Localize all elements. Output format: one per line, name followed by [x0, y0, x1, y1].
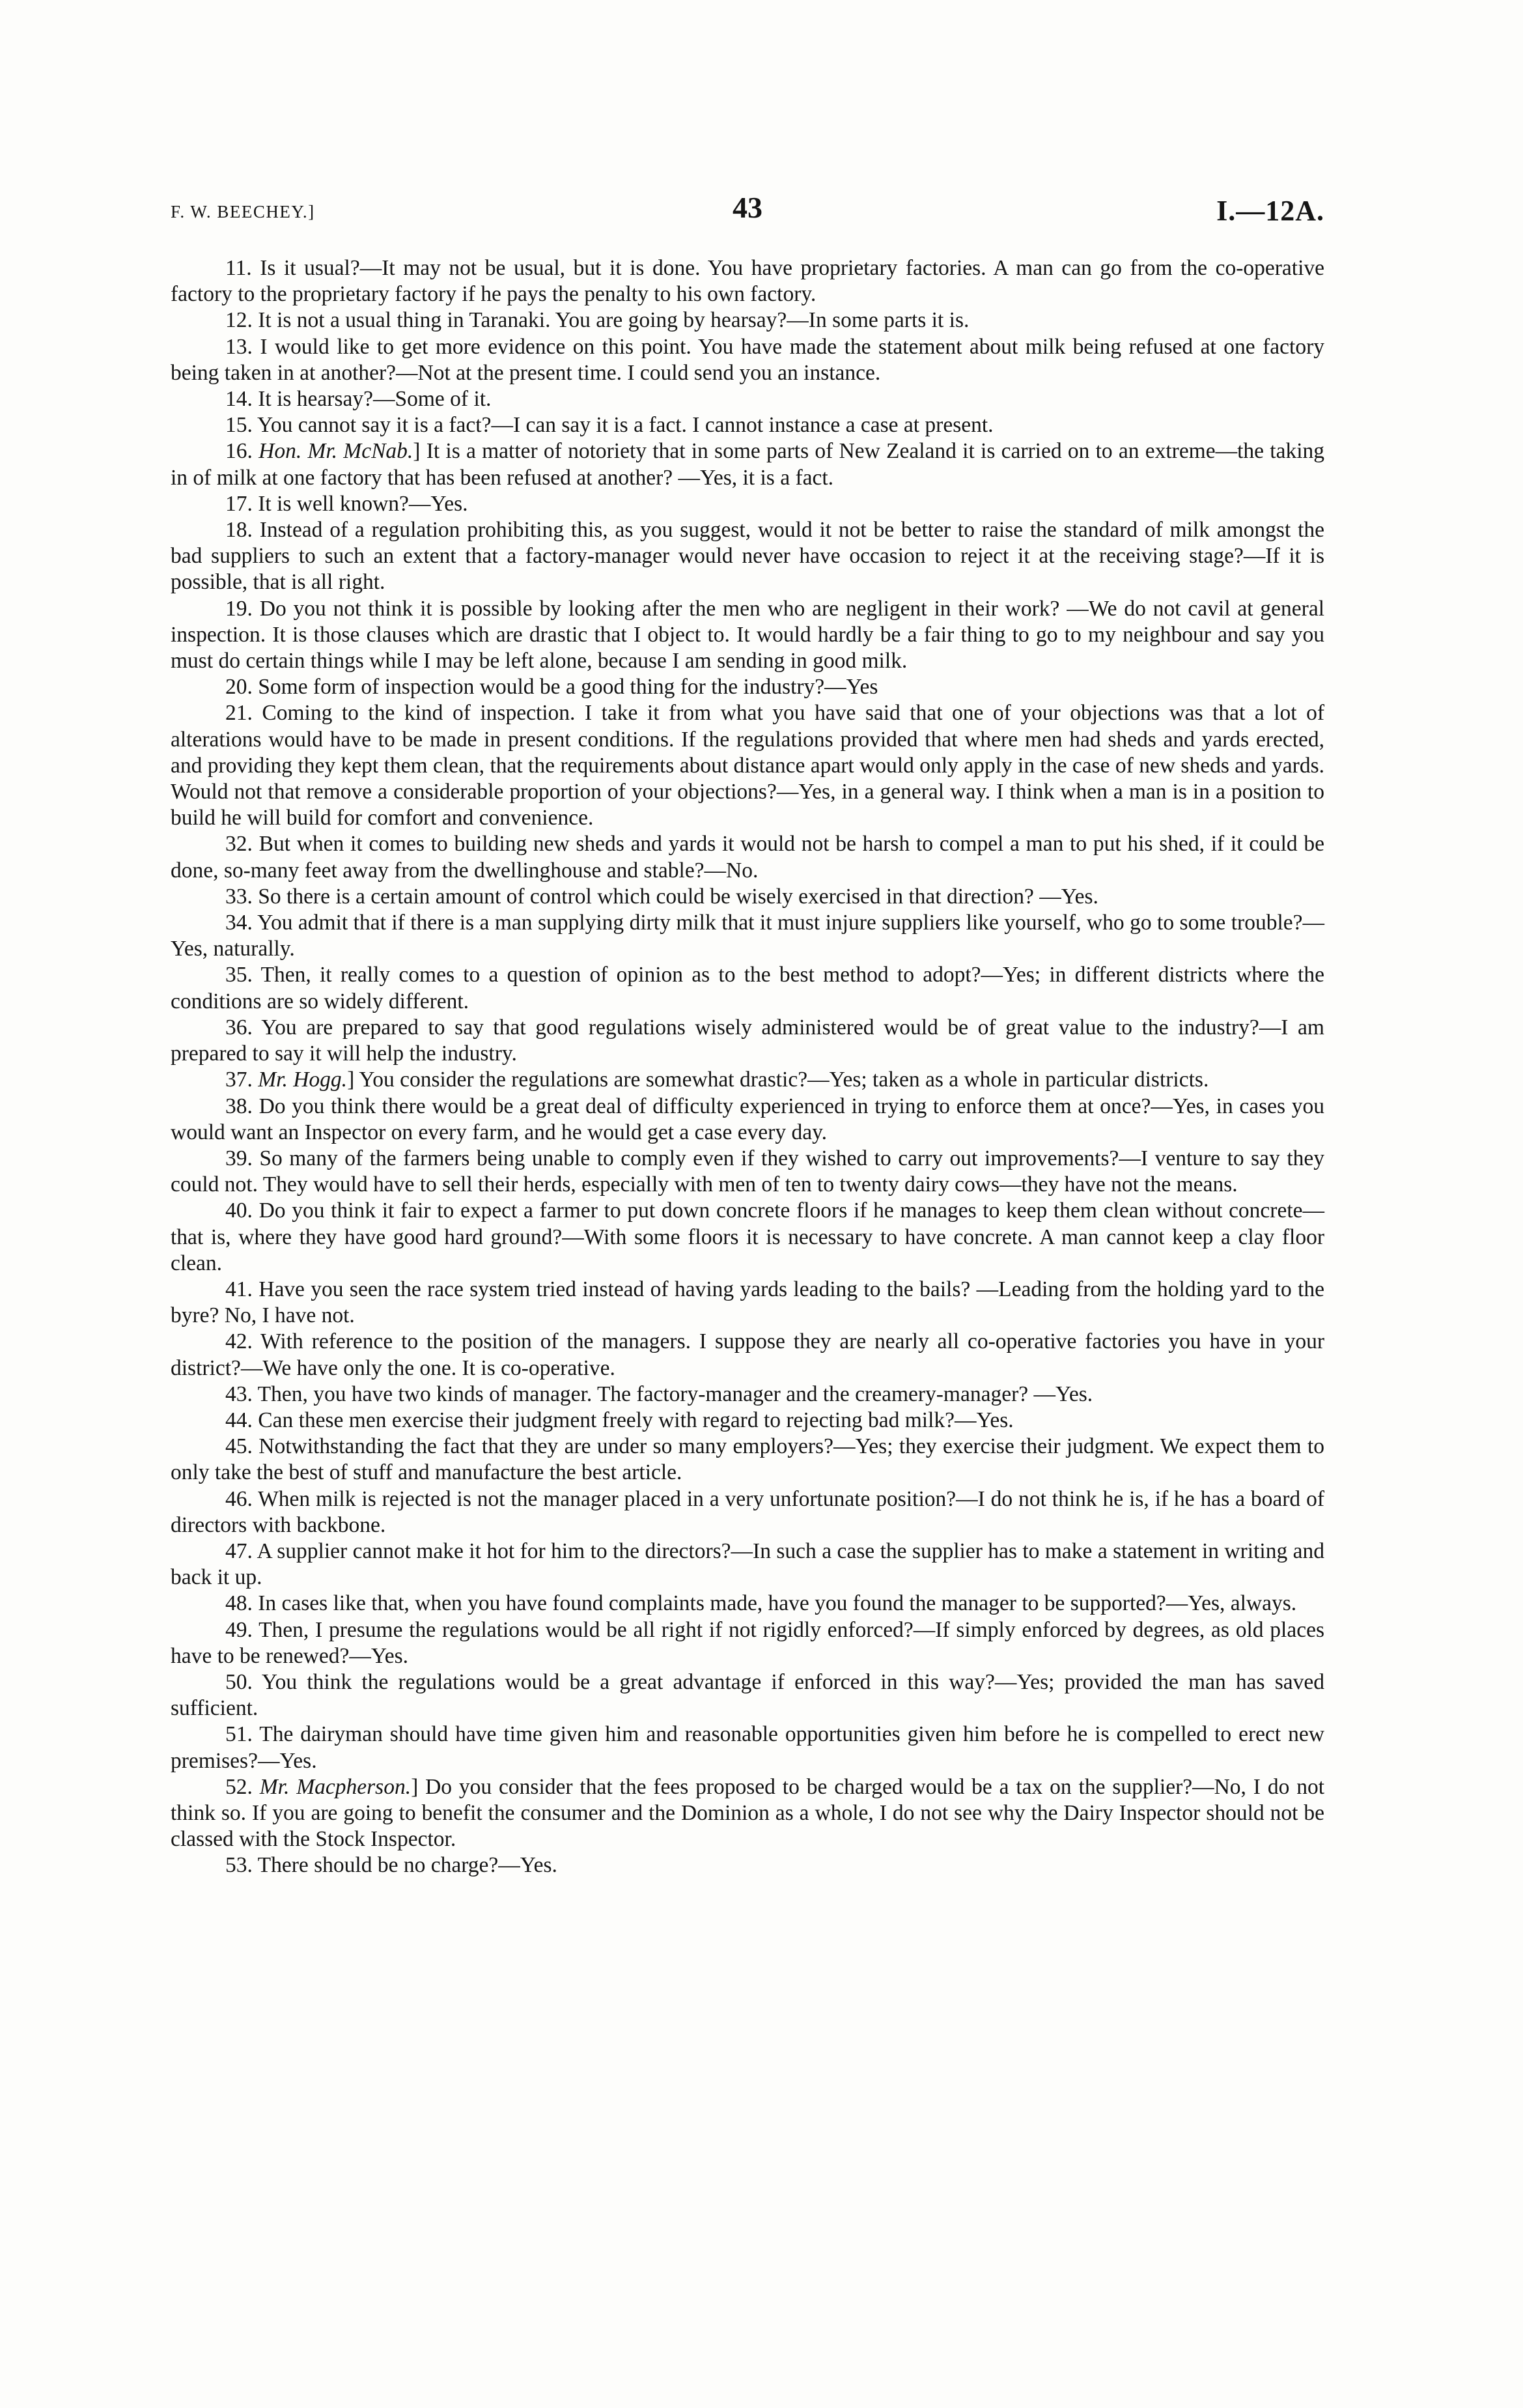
question-answer-text: But when it comes to building new sheds and yards it would not be harsh to compel a man to put his shed, if it could be done, so-many feet away from the dwellinghouse and stable?—No.: [171, 832, 1325, 883]
question-answer-text: Do you not think it is possible by looking after the men who are negligent in their work? —We do not cavil at general inspection. It is those clauses which are drastic that I object to. It would hardly be a fair thing to go to my neighbour and say you must do certain things while I may be left alone, because I am sending in good milk.: [171, 596, 1325, 673]
question-number: 32.: [225, 832, 253, 857]
question-answer-text: So there is a certain amount of control which could be wisely exercised in that direction? —Yes.: [258, 884, 1098, 909]
evidence-paragraph: [171, 1329, 1324, 1381]
evidence-paragraph: [171, 596, 1324, 675]
question-answer-text: There should be no charge?—Yes.: [257, 1853, 557, 1878]
question-number: 14.: [225, 387, 253, 412]
page-number: 43: [733, 191, 762, 224]
question-number: 15.: [225, 413, 253, 438]
question-answer-text: When milk is rejected is not the manager placed in a very unfortunate position?—I do not think he is, if he has a board of directors with backbone.: [171, 1486, 1324, 1537]
question-number: 11.: [225, 256, 252, 280]
evidence-paragraph: [171, 491, 1324, 517]
question-answer-text: In cases like that, when you have found complaints made, have you found the manager to be supported?—Yes, always.: [258, 1591, 1297, 1616]
question-answer-text: Do you consider that the fees proposed to be charged would be a tax on the supplier?—No, I do not think so. If you are going to benefit the consumer and the Dominion as a whole, I do not see why the Dairy Inspector should not be classed with the Stock Inspector.: [171, 1774, 1324, 1852]
question-answer-text: Notwithstanding the fact that they are under so many employers?—Yes; they exercise their judgment. We expect them to only take the best of stuff and manufacture the best article.: [171, 1434, 1325, 1485]
question-number: 33.: [225, 884, 253, 909]
evidence-paragraph: [171, 1381, 1324, 1408]
question-answer-text: Is it usual?—It may not be usual, but it is done. You have proprietary factories. A man can go from the co-operative factory to the proprietary factory if he pays the penalty to his own factory.: [171, 256, 1325, 307]
page-header: [171, 190, 1324, 232]
evidence-paragraph: [171, 1277, 1324, 1329]
question-number: 17.: [225, 491, 253, 516]
question-number: 42.: [225, 1329, 253, 1354]
question-number: 38.: [225, 1094, 253, 1118]
evidence-paragraph: [171, 1146, 1324, 1198]
question-answer-text: I would like to get more evidence on this point. You have made the statement about milk being refused at one factory being taken in at another?—Not at the present time. I could send you an instance.: [171, 334, 1324, 385]
question-answer-text: You think the regulations would be a great advantage if enforced in this way?—Yes; provided the man has saved sufficient.: [171, 1669, 1324, 1721]
evidence-paragraph: [171, 884, 1324, 910]
question-number: 19.: [225, 596, 253, 621]
evidence-paragraph: [171, 1434, 1324, 1486]
question-answer-text: The dairyman should have time given him and reasonable opportunities given him before he is compelled to erect new premises?—Yes.: [171, 1722, 1324, 1773]
question-number: 49.: [225, 1617, 253, 1642]
question-answer-text: Do you think it fair to expect a farmer to put down concrete floors if he manages to keep them clean without concrete—that is, where they have good hard ground?—With some floors it is necessary to have concrete. A man cannot keep a clay floor clean.: [171, 1198, 1325, 1275]
question-number: 50.: [225, 1669, 253, 1694]
question-answer-text: Some form of inspection would be a good thing for the industry?—Yes: [258, 675, 878, 700]
evidence-paragraph: [171, 1721, 1324, 1774]
question-number: 21.: [225, 701, 253, 726]
document-reference: I.—12A.: [1216, 195, 1324, 227]
evidence-paragraph: [171, 1852, 1324, 1878]
question-number: 46.: [225, 1486, 253, 1511]
evidence-paragraph: [171, 1094, 1324, 1146]
evidence-paragraph: [171, 674, 1324, 700]
question-answer-text: Instead of a regulation prohibiting this, as you suggest, would it not be better to raise the standard of milk amongst the bad suppliers to such an extent that a factory-manager would never have occasion to reject it at the receiving stage?—If it is possible, that is all right.: [171, 518, 1325, 595]
question-answer-text: Coming to the kind of inspection. I take it from what you have said that one of your objections was that a lot of alterations would have to be made in present conditions. If the regulations provided that where men had sheds and yards erected, and providing they kept them clean, that the requirements about distance apart would only apply in the case of new sheds and yards. Would not that remove a considerable proportion of your objections?—Yes, in a general way. I think when a man is in a position to build he will build for comfort and convenience.: [171, 701, 1324, 830]
evidence-paragraph: [171, 1617, 1324, 1669]
question-number: 18.: [225, 518, 253, 543]
evidence-paragraph: [171, 517, 1324, 596]
question-answer-text: Then, you have two kinds of manager. The factory-manager and the creamery-manager? —Yes.: [257, 1381, 1093, 1406]
evidence-paragraph: [171, 962, 1324, 1014]
question-number: 53.: [225, 1853, 253, 1878]
question-number: 37.: [225, 1068, 253, 1092]
question-answer-text: It is hearsay?—Some of it.: [258, 387, 492, 412]
question-number: 36.: [225, 1015, 253, 1040]
speaker-name: Mr. Hogg.: [258, 1068, 348, 1092]
evidence-paragraph: [171, 1486, 1324, 1538]
question-number: 44.: [225, 1408, 253, 1432]
question-number: 40.: [225, 1198, 253, 1223]
question-number: 51.: [225, 1722, 253, 1747]
question-number: 47.: [225, 1538, 253, 1563]
evidence-paragraph: 52. Mr. Macpherson.] Do you consider that the fees proposed to be charged would be a tax on the supplier?—No, I do not think so. If you are going to benefit the consumer and the Dominion as a whole, I do not see why the Dairy Inspector should not be classed with the Stock Inspector.: [171, 1774, 1324, 1852]
question-number: 16.: [225, 439, 253, 464]
witness-name-header: F. W. BEECHEY.]: [171, 202, 315, 221]
question-number: 34.: [225, 911, 253, 935]
evidence-paragraph: [171, 386, 1324, 412]
evidence-paragraph: [171, 1669, 1324, 1721]
evidence-paragraph: [171, 700, 1324, 831]
speaker-name: Hon. Mr. McNab.: [258, 439, 413, 464]
evidence-paragraph: [171, 1408, 1324, 1434]
question-answer-text: You are prepared to say that good regulations wisely administered would be of great value to the industry?—I am prepared to say it will help the industry.: [171, 1015, 1324, 1066]
question-number: 35.: [225, 963, 253, 987]
evidence-paragraph: [171, 255, 1324, 307]
question-number: 43.: [225, 1381, 253, 1406]
question-answer-text: You admit that if there is a man supplying dirty milk that it must injure suppliers like yourself, who go to some trouble?—Yes, naturally.: [171, 911, 1324, 961]
question-answer-text: Then, it really comes to a question of opinion as to the best method to adopt?—Yes; in different districts where the conditions are so widely different.: [171, 963, 1324, 1013]
evidence-paragraph: [171, 334, 1324, 386]
evidence-paragraph: [171, 1015, 1324, 1067]
question-answer-text: Do you think there would be a great deal of difficulty experienced in trying to enforce them at once?—Yes, in cases you would want an Inspector on every farm, and he would get a case every day.: [171, 1094, 1324, 1144]
question-number: 12.: [225, 308, 253, 333]
evidence-paragraph: 37. Mr. Hogg.] You consider the regulations are somewhat drastic?—Yes; taken as a whole in particular districts.: [225, 1068, 1209, 1092]
question-number: 20.: [225, 675, 253, 700]
evidence-paragraph: 16. Hon. Mr. McNab.] It is a matter of notoriety that in some parts of New Zealand it is carried on to an extreme—the taking in of milk at one factory that has been refused at another? —Yes, it is a fact.: [171, 439, 1325, 490]
question-answer-text: You consider the regulations are somewhat drastic?—Yes; taken as a whole in particular districts.: [359, 1068, 1209, 1092]
question-answer-text: Can these men exercise their judgment freely with regard to rejecting bad milk?—Yes.: [258, 1408, 1014, 1432]
evidence-text: [171, 255, 1324, 1879]
question-answer-text: It is well known?—Yes.: [258, 491, 468, 516]
question-answer-text: It is a matter of notoriety that in some parts of New Zealand it is carried on to an extreme—the taking in of milk at one factory that has been refused at another? —Yes, it is a fact.: [171, 439, 1325, 490]
question-number: 13.: [225, 334, 253, 359]
question-answer-text: With reference to the position of the managers. I suppose they are nearly all co-operative factories you have in your district?—We have only the one. It is co-operative.: [171, 1329, 1324, 1380]
evidence-paragraph: [171, 1591, 1324, 1617]
question-number: 41.: [225, 1277, 253, 1301]
question-number: 39.: [225, 1146, 253, 1170]
question-number: 48.: [225, 1591, 253, 1616]
question-answer-text: You cannot say it is a fact?—I can say it is a fact. I cannot instance a case at present.: [257, 413, 994, 438]
evidence-paragraph: [171, 1538, 1324, 1591]
question-answer-text: So many of the farmers being unable to comply even if they wished to carry out improvements?—I venture to say they could not. They would have to sell their herds, especially with men of ten to twenty dairy cows—they have not the means.: [171, 1146, 1324, 1197]
evidence-paragraph: [171, 831, 1324, 883]
evidence-paragraph: [171, 307, 1324, 333]
question-answer-text: Have you seen the race system tried instead of having yards leading to the bails? —Leading from the holding yard to the byre? No, I have not.: [171, 1277, 1325, 1328]
speaker-name: Mr. Macpherson.: [259, 1774, 412, 1799]
evidence-paragraph: [171, 910, 1324, 962]
evidence-paragraph: [171, 1198, 1324, 1277]
question-number: 52.: [225, 1774, 253, 1799]
question-answer-text: A supplier cannot make it hot for him to the directors?—In such a case the supplier has to make a statement in writing and back it up.: [171, 1538, 1325, 1590]
question-answer-text: Then, I presume the regulations would be all right if not rigidly enforced?—If simply enforced by degrees, as old places have to be renewed?—Yes.: [171, 1617, 1324, 1668]
question-number: 45.: [225, 1434, 253, 1459]
question-answer-text: It is not a usual thing in Taranaki. You are going by hearsay?—In some parts it is.: [258, 308, 970, 333]
evidence-paragraph: [171, 412, 1324, 438]
